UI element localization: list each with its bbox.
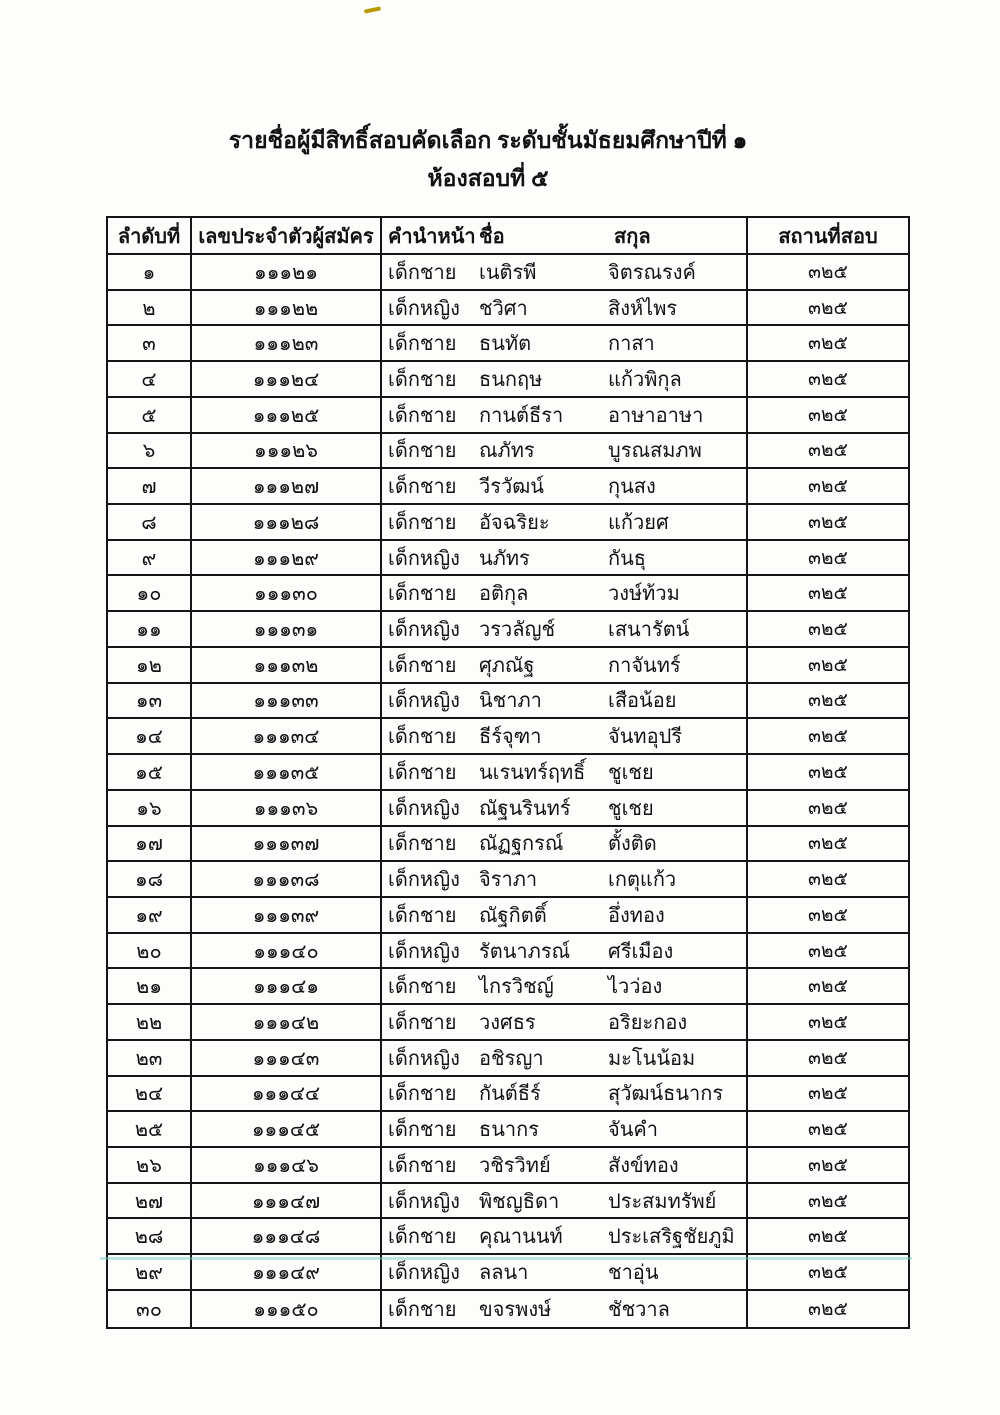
first-name-text: พิชญธิดา — [479, 1190, 560, 1213]
prefix-text: เด็กชาย — [388, 333, 457, 356]
row-index-cell: ๑๓ — [108, 684, 192, 718]
first-name-text: ไกรวิชญ์ — [479, 976, 554, 999]
scanner-streak — [100, 1257, 912, 1260]
first-name-text: วรวลัญช์ — [479, 619, 556, 642]
prefix-text: เด็กชาย — [388, 1298, 457, 1321]
applicant-id-cell: ๑๑๑๔๗ — [192, 1184, 382, 1218]
prefix-text: เด็กหญิง — [388, 547, 460, 570]
first-name-text: จิราภา — [479, 869, 538, 892]
table-row — [108, 1219, 908, 1255]
row-index-cell: ๒๙ — [108, 1255, 192, 1289]
surname-text: ชาอุ่น — [608, 1261, 659, 1284]
table-row — [108, 1184, 908, 1220]
name-cell — [382, 1184, 748, 1218]
name-cell — [382, 684, 748, 718]
applicant-id-cell: ๑๑๑๒๕ — [192, 398, 382, 432]
surname-text: ประสมทรัพย์ — [608, 1190, 717, 1213]
surname-text: อาษาอาษา — [608, 404, 704, 427]
applicant-id-cell: ๑๑๑๒๒ — [192, 291, 382, 325]
name-cell — [382, 934, 748, 968]
row-index-cell: ๒๖ — [108, 1148, 192, 1182]
prefix-text: เด็กชาย — [388, 654, 457, 677]
exam-location-cell: ๓๒๕ — [808, 1154, 848, 1176]
surname-text: วงษ์ท้วม — [608, 583, 680, 606]
first-name-text: วชิรวิทย์ — [479, 1154, 551, 1177]
exam-location-cell: ๓๒๕ — [808, 583, 848, 605]
surname-text: กุนสง — [608, 476, 656, 499]
first-name-text: วงศธร — [479, 1011, 536, 1034]
applicant-id-cell: ๑๑๑๓๙ — [192, 898, 382, 932]
table-row — [108, 469, 908, 505]
applicant-id-cell: ๑๑๑๔๑ — [192, 969, 382, 1003]
exam-location-cell: ๓๒๕ — [808, 440, 848, 462]
header-surname: สกุล — [614, 225, 651, 248]
exam-location-cell: ๓๒๕ — [808, 1226, 848, 1248]
header-prefix: คำนำหน้า — [388, 225, 476, 248]
table-row — [108, 1112, 908, 1148]
row-index-cell: ๑ — [108, 255, 192, 289]
prefix-text: เด็กหญิง — [388, 940, 460, 963]
applicant-id-cell: ๑๑๑๓๕ — [192, 755, 382, 789]
exam-location-cell: ๓๒๕ — [808, 547, 848, 569]
applicant-id-cell: ๑๑๑๓๗ — [192, 827, 382, 861]
applicant-id-cell: ๑๑๑๒๖ — [192, 434, 382, 468]
exam-location-cell: ๓๒๕ — [808, 511, 848, 533]
row-index-cell: ๗ — [108, 469, 192, 503]
prefix-text: เด็กชาย — [388, 476, 457, 499]
row-index-cell: ๑๘ — [108, 862, 192, 896]
table-row — [108, 362, 908, 398]
prefix-text: เด็กชาย — [388, 761, 457, 784]
document-title-line2: ห้องสอบที่ ๕ — [427, 166, 549, 191]
applicant-id-cell: ๑๑๑๒๗ — [192, 469, 382, 503]
exam-location-cell: ๓๒๕ — [808, 904, 848, 926]
name-cell — [382, 1041, 748, 1075]
surname-text: เกตุแก้ว — [608, 869, 677, 892]
prefix-text: เด็กชาย — [388, 583, 457, 606]
surname-text: ชูเชย — [608, 761, 654, 784]
row-index-cell: ๒ — [108, 291, 192, 325]
name-cell — [382, 755, 748, 789]
first-name-text: ณัฐนรินทร์ — [479, 797, 571, 820]
row-index-cell: ๑๖ — [108, 791, 192, 825]
applicant-id-cell: ๑๑๑๓๓ — [192, 684, 382, 718]
surname-text: ตั้งติด — [608, 833, 657, 856]
exam-location-cell: ๓๒๕ — [808, 476, 848, 498]
surname-text: จิตรณรงค์ — [608, 261, 696, 284]
first-name-text: ธนกฤษ — [479, 369, 543, 392]
table-row — [108, 1077, 908, 1113]
applicant-id-cell: ๑๑๑๓๖ — [192, 791, 382, 825]
row-index-cell: ๒๑ — [108, 969, 192, 1003]
prefix-text: เด็กชาย — [388, 976, 457, 999]
first-name-text: เนติรพี — [479, 261, 537, 284]
exam-location-cell: ๓๒๕ — [808, 1047, 848, 1069]
prefix-text: เด็กชาย — [388, 1154, 457, 1177]
prefix-text: เด็กหญิง — [388, 869, 460, 892]
prefix-text: เด็กหญิง — [388, 797, 460, 820]
exam-location-cell: ๓๒๕ — [808, 690, 848, 712]
exam-location-cell: ๓๒๕ — [808, 1190, 848, 1212]
student-table-body — [108, 255, 908, 1327]
exam-location-cell: ๓๒๕ — [808, 1261, 848, 1283]
prefix-text: เด็กชาย — [388, 369, 457, 392]
surname-text: ศรีเมือง — [608, 940, 674, 963]
row-index-cell: ๘ — [108, 505, 192, 539]
exam-location-cell: ๓๒๕ — [808, 726, 848, 748]
name-cell — [382, 898, 748, 932]
surname-text: อริยะกอง — [608, 1011, 688, 1034]
row-index-cell: ๑๑ — [108, 612, 192, 646]
name-cell — [382, 291, 748, 325]
header-location: สถานที่สอบ — [778, 225, 878, 248]
name-cell — [382, 1255, 748, 1289]
row-index-cell: ๙ — [108, 541, 192, 575]
prefix-text: เด็กชาย — [388, 1119, 457, 1142]
first-name-text: อชิรญา — [479, 1047, 544, 1070]
first-name-text: ธีร์จุฑา — [479, 726, 542, 749]
table-row — [108, 827, 908, 863]
first-name-text: ณภัทร — [479, 440, 535, 463]
exam-location-cell: ๓๒๕ — [808, 333, 848, 355]
surname-text: กาจันทร์ — [608, 654, 681, 677]
applicant-id-cell: ๑๑๑๔๙ — [192, 1255, 382, 1289]
surname-text: ชัชวาล — [608, 1298, 670, 1321]
first-name-text: คุณานนท์ — [479, 1226, 563, 1249]
name-cell — [382, 255, 748, 289]
first-name-text: นเรนทร์ฤทธิ์ — [479, 761, 586, 784]
row-index-cell: ๕ — [108, 398, 192, 432]
prefix-text: เด็กชาย — [388, 1011, 457, 1034]
first-name-text: ขจรพงษ์ — [479, 1298, 552, 1321]
prefix-text: เด็กชาย — [388, 261, 457, 284]
exam-location-cell: ๓๒๕ — [808, 297, 848, 319]
surname-text: บูรณสมภพ — [608, 440, 702, 463]
row-index-cell: ๒๔ — [108, 1077, 192, 1111]
first-name-text: ธนทัต — [479, 333, 532, 356]
applicant-id-cell: ๑๑๑๓๘ — [192, 862, 382, 896]
first-name-text: กานต์ธีรา — [479, 404, 564, 427]
table-row — [108, 862, 908, 898]
table-row — [108, 434, 908, 470]
name-cell — [382, 1148, 748, 1182]
table-row — [108, 505, 908, 541]
table-row — [108, 576, 908, 612]
table-row — [108, 1005, 908, 1041]
candidate-table — [106, 216, 910, 1329]
applicant-id-cell: ๑๑๑๔๐ — [192, 934, 382, 968]
prefix-text: เด็กหญิง — [388, 619, 460, 642]
first-name-text: ศุภณัฐ — [479, 654, 535, 677]
applicant-id-cell: ๑๑๑๒๘ — [192, 505, 382, 539]
exam-location-cell: ๓๒๕ — [808, 261, 848, 283]
table-row — [108, 755, 908, 791]
applicant-id-cell: ๑๑๑๓๔ — [192, 719, 382, 753]
exam-location-cell: ๓๒๕ — [808, 833, 848, 855]
applicant-id-cell: ๑๑๑๓๑ — [192, 612, 382, 646]
first-name-text: วีรวัฒน์ — [479, 476, 544, 499]
surname-text: สิงห์ไพร — [608, 297, 678, 320]
surname-text: เสนารัตน์ — [608, 619, 690, 642]
name-cell — [382, 1077, 748, 1111]
surname-text: มะโนน้อม — [608, 1047, 696, 1070]
table-row — [108, 648, 908, 684]
prefix-text: เด็กชาย — [388, 1226, 457, 1249]
row-index-cell: ๒๗ — [108, 1184, 192, 1218]
prefix-text: เด็กหญิง — [388, 1047, 460, 1070]
surname-text: ชูเชย — [608, 797, 654, 820]
row-index-cell: ๖ — [108, 434, 192, 468]
name-cell — [382, 326, 748, 360]
table-row — [108, 1255, 908, 1291]
row-index-cell: ๓ — [108, 326, 192, 360]
table-row — [108, 255, 908, 291]
name-cell — [382, 612, 748, 646]
applicant-id-cell: ๑๑๑๔๕ — [192, 1112, 382, 1146]
row-index-cell: ๒๕ — [108, 1112, 192, 1146]
table-header-row — [108, 218, 908, 255]
surname-text: กาสา — [608, 333, 655, 356]
table-row — [108, 791, 908, 827]
surname-text: ไวว่อง — [608, 976, 663, 999]
table-row — [108, 719, 908, 755]
name-cell — [382, 791, 748, 825]
exam-location-cell: ๓๒๕ — [808, 1298, 848, 1320]
surname-text: เสือน้อย — [608, 690, 677, 713]
row-index-cell: ๑๔ — [108, 719, 192, 753]
prefix-text: เด็กชาย — [388, 440, 457, 463]
exam-location-cell: ๓๒๕ — [808, 369, 848, 391]
name-cell — [382, 505, 748, 539]
applicant-id-cell: ๑๑๑๕๐ — [192, 1291, 382, 1327]
pen-mark — [364, 6, 381, 13]
exam-location-cell: ๓๒๕ — [808, 761, 848, 783]
name-cell — [382, 969, 748, 1003]
first-name-text: นภัทร — [479, 547, 530, 570]
name-cell — [382, 541, 748, 575]
exam-location-cell: ๓๒๕ — [808, 619, 848, 641]
prefix-text: เด็กชาย — [388, 904, 457, 927]
surname-text: แก้วยศ — [608, 511, 669, 534]
applicant-id-cell: ๑๑๑๒๑ — [192, 255, 382, 289]
name-cell — [382, 398, 748, 432]
header-index: ลำดับที่ — [108, 218, 192, 253]
surname-text: สุวัฒน์ธนากร — [608, 1083, 724, 1106]
applicant-id-cell: ๑๑๑๓๒ — [192, 648, 382, 682]
exam-location-cell: ๓๒๕ — [808, 797, 848, 819]
prefix-text: เด็กชาย — [388, 1083, 457, 1106]
applicant-id-cell: ๑๑๑๔๒ — [192, 1005, 382, 1039]
name-cell — [382, 362, 748, 396]
header-name-group — [382, 218, 748, 253]
row-index-cell: ๒๘ — [108, 1219, 192, 1253]
first-name-text: ณัฐกิตติ์ — [479, 904, 547, 927]
header-first-name: ชื่อ — [479, 225, 505, 248]
first-name-text: กันต์ธีร์ — [479, 1083, 541, 1106]
applicant-id-cell: ๑๑๑๒๙ — [192, 541, 382, 575]
applicant-id-cell: ๑๑๑๔๔ — [192, 1077, 382, 1111]
table-row — [108, 541, 908, 577]
prefix-text: เด็กชาย — [388, 833, 457, 856]
table-row — [108, 1148, 908, 1184]
table-row — [108, 898, 908, 934]
prefix-text: เด็กหญิง — [388, 690, 460, 713]
table-row — [108, 1291, 908, 1327]
applicant-id-cell: ๑๑๑๒๓ — [192, 326, 382, 360]
first-name-text: นิชาภา — [479, 690, 542, 713]
header-applicant-id: เลขประจำตัวผู้สมัคร — [192, 218, 382, 253]
applicant-id-cell: ๑๑๑๔๖ — [192, 1148, 382, 1182]
surname-text: จันคำ — [608, 1119, 658, 1142]
surname-text: กันธุ — [608, 547, 646, 570]
row-index-cell: ๒๓ — [108, 1041, 192, 1075]
prefix-text: เด็กชาย — [388, 404, 457, 427]
table-row — [108, 612, 908, 648]
exam-location-cell: ๓๒๕ — [808, 976, 848, 998]
prefix-text: เด็กหญิง — [388, 297, 460, 320]
table-row — [108, 326, 908, 362]
name-cell — [382, 648, 748, 682]
table-row — [108, 291, 908, 327]
first-name-text: ณัฏฐกรณ์ — [479, 833, 564, 856]
surname-text: จันทอุปรี — [608, 726, 683, 749]
row-index-cell: ๑๐ — [108, 576, 192, 610]
prefix-text: เด็กหญิง — [388, 1261, 460, 1284]
name-cell — [382, 1291, 748, 1327]
table-row — [108, 398, 908, 434]
name-cell — [382, 434, 748, 468]
row-index-cell: ๒๐ — [108, 934, 192, 968]
applicant-id-cell: ๑๑๑๓๐ — [192, 576, 382, 610]
name-cell — [382, 1219, 748, 1253]
name-cell — [382, 576, 748, 610]
table-row — [108, 934, 908, 970]
exam-location-cell: ๓๒๕ — [808, 404, 848, 426]
row-index-cell: ๓๐ — [108, 1291, 192, 1327]
row-index-cell: ๒๒ — [108, 1005, 192, 1039]
exam-location-cell: ๓๒๕ — [808, 1119, 848, 1141]
table-row — [108, 684, 908, 720]
surname-text: แก้วพิกุล — [608, 369, 682, 392]
exam-location-cell: ๓๒๕ — [808, 940, 848, 962]
prefix-text: เด็กหญิง — [388, 1190, 460, 1213]
applicant-id-cell: ๑๑๑๔๓ — [192, 1041, 382, 1075]
first-name-text: อติกุล — [479, 583, 529, 606]
document-title-line1: รายชื่อผู้มีสิทธิ์สอบคัดเลือก ระดับชั้นมัธยมศึกษาปีที่ ๑ — [228, 128, 748, 153]
first-name-text: รัตนาภรณ์ — [479, 940, 571, 963]
row-index-cell: ๑๕ — [108, 755, 192, 789]
surname-text: ประเสริฐชัยภูมิ — [608, 1226, 735, 1249]
table-row — [108, 969, 908, 1005]
exam-location-cell: ๓๒๕ — [808, 654, 848, 676]
name-cell — [382, 719, 748, 753]
first-name-text: ชวิศา — [479, 297, 528, 320]
exam-location-cell: ๓๒๕ — [808, 1083, 848, 1105]
name-cell — [382, 469, 748, 503]
prefix-text: เด็กชาย — [388, 726, 457, 749]
document-title — [0, 122, 976, 198]
first-name-text: ธนากร — [479, 1119, 539, 1142]
surname-text: สังข์ทอง — [608, 1154, 679, 1177]
row-index-cell: ๑๙ — [108, 898, 192, 932]
applicant-id-cell: ๑๑๑๔๘ — [192, 1219, 382, 1253]
table-row — [108, 1041, 908, 1077]
row-index-cell: ๔ — [108, 362, 192, 396]
applicant-id-cell: ๑๑๑๒๔ — [192, 362, 382, 396]
name-cell — [382, 827, 748, 861]
first-name-text: อัจฉริยะ — [479, 511, 550, 534]
row-index-cell: ๑๒ — [108, 648, 192, 682]
row-index-cell: ๑๗ — [108, 827, 192, 861]
surname-text: อึ่งทอง — [608, 904, 665, 927]
name-cell — [382, 862, 748, 896]
exam-location-cell: ๓๒๕ — [808, 869, 848, 891]
first-name-text: ลลนา — [479, 1261, 529, 1284]
exam-location-cell: ๓๒๕ — [808, 1011, 848, 1033]
name-cell — [382, 1005, 748, 1039]
name-cell — [382, 1112, 748, 1146]
prefix-text: เด็กชาย — [388, 511, 457, 534]
